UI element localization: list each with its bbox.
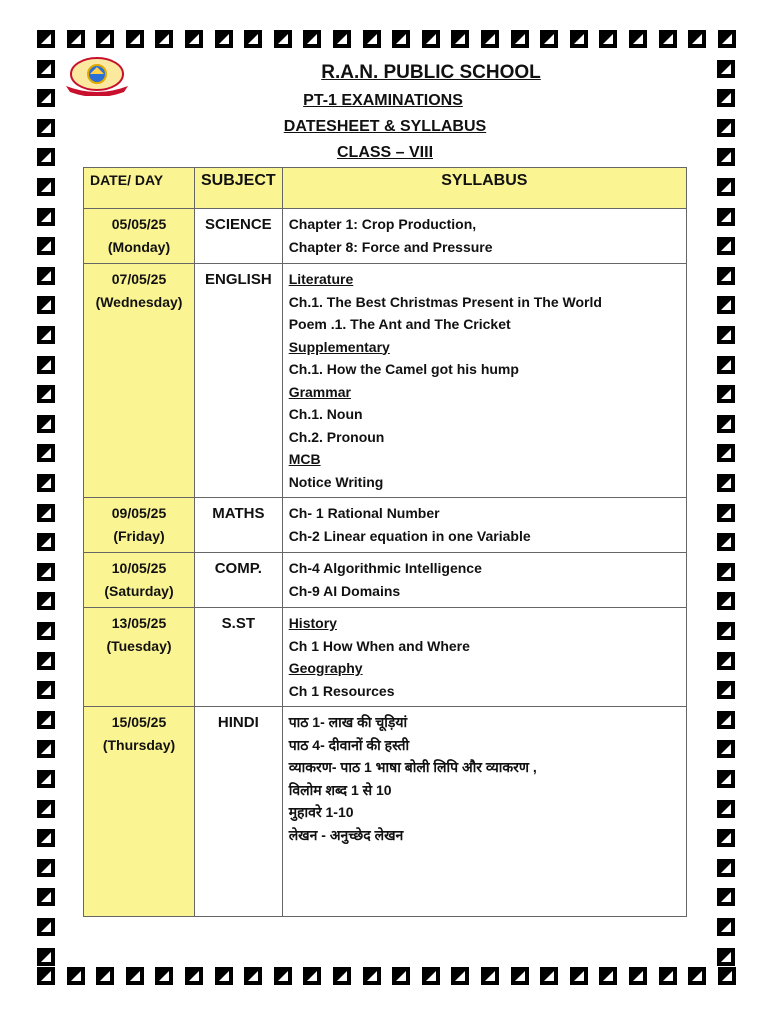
syllabus-line: मुहावरे 1-10 — [288, 804, 354, 820]
date-cell — [84, 264, 195, 498]
border-square-icon — [717, 326, 735, 344]
subject-cell: SCIENCE — [195, 209, 283, 264]
header-syllabus: SYLLABUS — [282, 168, 686, 209]
syllabus-line: Ch-2 Linear equation in one Variable — [288, 527, 531, 544]
border-square-icon — [717, 829, 735, 847]
syllabus-line: Ch-9 AI Domains — [288, 582, 401, 599]
border-square-icon — [37, 948, 55, 966]
border-square-icon — [37, 592, 55, 610]
exam-date: 13/05/25 — [111, 615, 167, 631]
exam-day: (Friday) — [113, 528, 165, 544]
border-square-icon — [659, 30, 677, 48]
class-title: CLASS – VIII — [336, 144, 434, 161]
exam-day: (Tuesday) — [106, 638, 172, 654]
table-row — [84, 498, 687, 553]
border-square-icon — [717, 504, 735, 522]
syllabus-section-heading: Geography — [288, 660, 363, 676]
border-square-icon — [244, 30, 262, 48]
exam-date: 05/05/25 — [111, 216, 167, 232]
border-square-icon — [717, 444, 735, 462]
date-cell — [84, 209, 195, 264]
table-row — [84, 608, 687, 707]
border-square-icon — [717, 859, 735, 877]
border-square-icon — [717, 740, 735, 758]
border-square-icon — [451, 30, 469, 48]
date-cell — [84, 553, 195, 608]
border-square-icon — [717, 385, 735, 403]
border-square-icon — [274, 30, 292, 48]
border-square-icon — [67, 30, 85, 48]
border-square-icon — [717, 178, 735, 196]
border-square-icon — [717, 208, 735, 226]
header-date: DATE/ DAY — [84, 168, 195, 209]
header-subject: SUBJECT — [195, 168, 283, 209]
border-square-icon — [540, 967, 558, 985]
border-square-icon — [303, 30, 321, 48]
border-square-icon — [37, 30, 55, 48]
border-square-icon — [717, 711, 735, 729]
border-square-icon — [481, 30, 499, 48]
datesheet-table — [83, 167, 687, 917]
border-square-icon — [629, 967, 647, 985]
border-square-icon — [333, 967, 351, 985]
border-square-icon — [511, 30, 529, 48]
border-square-icon — [717, 296, 735, 314]
syllabus-cell — [282, 707, 686, 917]
subject-cell: MATHS — [195, 498, 283, 553]
border-square-icon — [215, 967, 233, 985]
border-square-icon — [96, 30, 114, 48]
border-square-icon — [37, 681, 55, 699]
border-square-icon — [717, 267, 735, 285]
syllabus-line: Chapter 1: Crop Production, — [288, 216, 477, 232]
border-square-icon — [37, 296, 55, 314]
border-square-icon — [659, 967, 677, 985]
border-square-icon — [422, 967, 440, 985]
border-square-icon — [717, 770, 735, 788]
border-square-icon — [717, 592, 735, 610]
syllabus-line: Chapter 8: Force and Pressure — [288, 238, 493, 255]
border-square-icon — [717, 533, 735, 551]
border-square-icon — [37, 474, 55, 492]
exam-day: (Monday) — [107, 239, 171, 255]
border-square-icon — [155, 30, 173, 48]
syllabus-line: Ch.1. Noun — [288, 406, 363, 422]
subject-cell: S.ST — [195, 608, 283, 707]
date-cell — [84, 707, 195, 917]
border-square-icon — [37, 800, 55, 818]
border-square-icon — [629, 30, 647, 48]
border-square-icon — [126, 967, 144, 985]
syllabus-cell — [282, 209, 686, 264]
exam-day: (Saturday) — [104, 583, 174, 599]
border-square-icon — [570, 967, 588, 985]
syllabus-line: Ch 1 Resources — [288, 682, 395, 699]
border-square-icon — [717, 415, 735, 433]
syllabus-line: Ch.1. The Best Christmas Present in The World — [288, 293, 602, 310]
border-square-icon — [37, 326, 55, 344]
exam-date: 15/05/25 — [111, 714, 167, 730]
border-square-icon — [37, 178, 55, 196]
date-cell — [84, 498, 195, 553]
border-square-icon — [717, 800, 735, 818]
border-square-icon — [303, 967, 321, 985]
border-square-icon — [37, 385, 55, 403]
border-square-icon — [717, 948, 735, 966]
syllabus-cell — [282, 264, 686, 498]
border-square-icon — [37, 652, 55, 670]
border-square-icon — [688, 30, 706, 48]
border-square-icon — [392, 967, 410, 985]
border-square-icon — [37, 356, 55, 374]
border-square-icon — [717, 563, 735, 581]
border-square-icon — [96, 967, 114, 985]
syllabus-line: Ch- 1 Rational Number — [288, 505, 440, 521]
border-square-icon — [717, 652, 735, 670]
syllabus-cell — [282, 553, 686, 608]
border-square-icon — [363, 967, 381, 985]
syllabus-line: विलोम शब्द 1 से 10 — [288, 781, 392, 798]
border-square-icon — [363, 30, 381, 48]
border-square-icon — [37, 415, 55, 433]
table-row — [84, 707, 687, 917]
border-square-icon — [37, 770, 55, 788]
border-square-icon — [185, 967, 203, 985]
exam-day: (Thursday) — [102, 737, 176, 753]
border-square-icon — [392, 30, 410, 48]
border-square-icon — [215, 30, 233, 48]
border-square-icon — [718, 967, 736, 985]
exam-day: (Wednesday) — [95, 294, 183, 310]
syllabus-line: पाठ 1- लाख की चूड़ियां — [288, 714, 408, 730]
table-row — [84, 553, 687, 608]
exam-date: 07/05/25 — [111, 271, 167, 287]
syllabus-line: लेखन - अनुच्छेद लेखन — [288, 826, 404, 843]
border-square-icon — [37, 563, 55, 581]
border-square-icon — [274, 967, 292, 985]
subject-cell: HINDI — [195, 707, 283, 917]
border-square-icon — [37, 859, 55, 877]
border-square-icon — [37, 267, 55, 285]
exam-date: 09/05/25 — [111, 505, 167, 521]
border-square-icon — [718, 30, 736, 48]
syllabus-line: Notice Writing — [288, 473, 384, 490]
border-square-icon — [67, 967, 85, 985]
border-square-icon — [422, 30, 440, 48]
border-square-icon — [540, 30, 558, 48]
border-square-icon — [37, 533, 55, 551]
border-square-icon — [717, 681, 735, 699]
border-square-icon — [37, 829, 55, 847]
syllabus-line: Poem .1. The Ant and The Cricket — [288, 316, 511, 332]
border-square-icon — [37, 918, 55, 936]
syllabus-line: Ch.2. Pronoun — [288, 428, 385, 445]
border-square-icon — [37, 504, 55, 522]
border-square-icon — [37, 967, 55, 985]
border-square-icon — [717, 237, 735, 255]
border-square-icon — [717, 474, 735, 492]
document-title: DATESHEET & SYLLABUS — [283, 118, 487, 135]
date-cell — [84, 608, 195, 707]
syllabus-cell — [282, 608, 686, 707]
border-square-icon — [688, 967, 706, 985]
syllabus-line: पाठ 4- दीवानों की हस्ती — [288, 736, 410, 753]
border-square-icon — [37, 237, 55, 255]
border-square-icon — [599, 30, 617, 48]
table-header-row — [84, 168, 687, 209]
border-square-icon — [37, 622, 55, 640]
syllabus-section-heading: Literature — [288, 271, 354, 287]
border-square-icon — [599, 967, 617, 985]
border-square-icon — [717, 356, 735, 374]
syllabus-section-heading: History — [288, 615, 337, 631]
border-square-icon — [37, 888, 55, 906]
syllabus-line: Ch 1 How When and Where — [288, 637, 470, 654]
border-square-icon — [126, 30, 144, 48]
border-square-icon — [717, 622, 735, 640]
syllabus-line: Ch.1. How the Camel got his hump — [288, 361, 519, 377]
syllabus-section-heading: Supplementary — [288, 338, 390, 355]
border-square-icon — [511, 967, 529, 985]
subject-cell: COMP. — [195, 553, 283, 608]
border-square-icon — [333, 30, 351, 48]
border-square-icon — [155, 967, 173, 985]
table-row — [84, 209, 687, 264]
border-square-icon — [37, 711, 55, 729]
border-square-icon — [37, 208, 55, 226]
border-square-icon — [451, 967, 469, 985]
exam-date: 10/05/25 — [111, 560, 167, 576]
syllabus-cell — [282, 498, 686, 553]
school-name: R.A.N. PUBLIC SCHOOL — [321, 62, 541, 83]
exam-title: PT-1 EXAMINATIONS — [303, 92, 463, 109]
syllabus-section-heading: MCB — [288, 451, 321, 467]
border-square-icon — [481, 967, 499, 985]
border-square-icon — [37, 444, 55, 462]
border-square-icon — [717, 918, 735, 936]
syllabus-line: व्याकरण- पाठ 1 भाषा बोली लिपि और व्याकरण , — [288, 759, 537, 775]
border-square-icon — [37, 740, 55, 758]
border-square-icon — [244, 967, 262, 985]
table-row — [84, 264, 687, 498]
syllabus-line: Ch-4 Algorithmic Intelligence — [288, 560, 482, 576]
border-square-icon — [185, 30, 203, 48]
syllabus-section-heading: Grammar — [288, 383, 351, 400]
border-square-icon — [570, 30, 588, 48]
border-square-icon — [717, 888, 735, 906]
subject-cell: ENGLISH — [195, 264, 283, 498]
